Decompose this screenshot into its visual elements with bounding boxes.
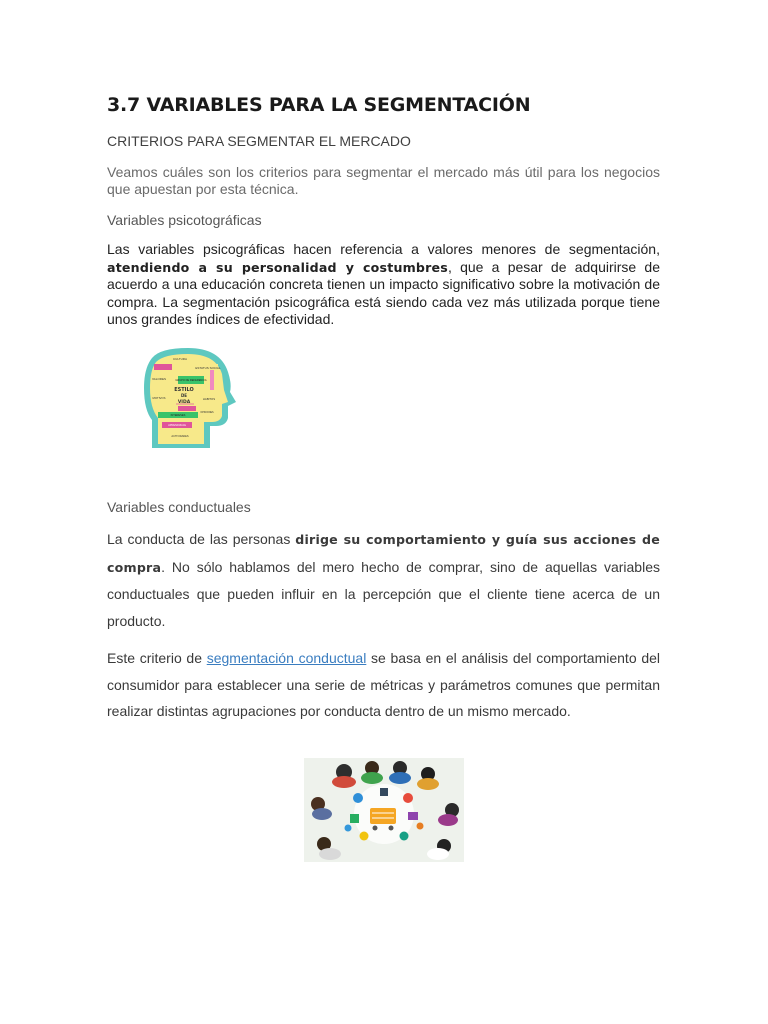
psychographic-bold-text: atendiendo a su personalidad y costumbres [107, 259, 448, 275]
roles-block [210, 370, 214, 390]
behavioral-paragraph-1 [107, 526, 660, 634]
consumer-behavior-image [304, 758, 464, 862]
svg-text:ESTILO: ESTILO [174, 387, 194, 393]
svg-text:VALORES: VALORES [152, 377, 166, 381]
behavioral-paragraph-2 [107, 645, 660, 725]
svg-text:INTERESES: INTERESES [170, 414, 186, 417]
psychographic-text-1: Las variables psicográficas hacen referencia a valores menores de segmentación, [107, 241, 660, 257]
svg-text:ESTATUS SOCIAL: ESTATUS SOCIAL [195, 366, 221, 370]
svg-text:APRENDIZAJE: APRENDIZAJE [168, 424, 186, 427]
intro-paragraph: Veamos cuáles son los criterios para segmentar el mercado más útil para los negocios que apuestan por esta técnica. [107, 164, 660, 197]
behavioral-bold-text: dirige su comportamiento y guía sus acciones de compra [107, 532, 660, 575]
behavioral-text-1: La conducta de las personas [107, 531, 296, 547]
behavioral-segmentation-link[interactable]: segmentación conductual [206, 650, 367, 666]
svg-text:GRUPO DE REFERENCIA: GRUPO DE REFERENCIA [175, 379, 207, 382]
svg-text:OPINIONES: OPINIONES [200, 411, 214, 414]
svg-text:CULTURA: CULTURA [173, 357, 187, 361]
interests-block [178, 406, 196, 411]
svg-text:VIDA: VIDA [177, 400, 191, 405]
svg-text:HABITOS: HABITOS [202, 397, 216, 401]
svg-text:ACTIVIDADES: ACTIVIDADES [171, 435, 189, 438]
behavioral-text-3: Este criterio de [107, 650, 207, 666]
values-block [154, 364, 172, 370]
behavioral-text-2: . No sólo hablamos del mero hecho de comprar, sino de aquellas variables conductuales que pueden influir en la percepción que el cliente tiene acerca de un producto. [107, 558, 660, 629]
psychographic-head-image [140, 346, 240, 450]
psychographic-text-2: , que a pesar de adquirirse de acuerdo a una educación concreta tienen un impacto significativo sobre la motivación de compra. La segmentación psicográfica está siendo cada vez más utilizada porque tiene unos grandes índices de efectividad. [107, 258, 660, 327]
svg-text:DE: DE [180, 393, 188, 398]
psychographic-paragraph [107, 241, 660, 329]
shopping-cart-icon [370, 808, 396, 824]
section-subtitle: CRITERIOS PARA SEGMENTAR EL MERCADO [107, 133, 411, 149]
psychographic-heading: Variables psicotográficas [107, 212, 262, 228]
behavioral-text-4: se basa en el análisis del comportamiento del consumidor para establecer una serie de métricas y parámetros comunes que permitan realizar distintas agrupaciones por conducta dentro de un mismo mercado. [107, 650, 660, 719]
behavioral-heading: Variables conductuales [107, 499, 251, 515]
svg-text:MOTIVOS: MOTIVOS [152, 396, 166, 400]
page-title: 3.7 VARIABLES PARA LA SEGMENTACIÓN [107, 94, 531, 116]
